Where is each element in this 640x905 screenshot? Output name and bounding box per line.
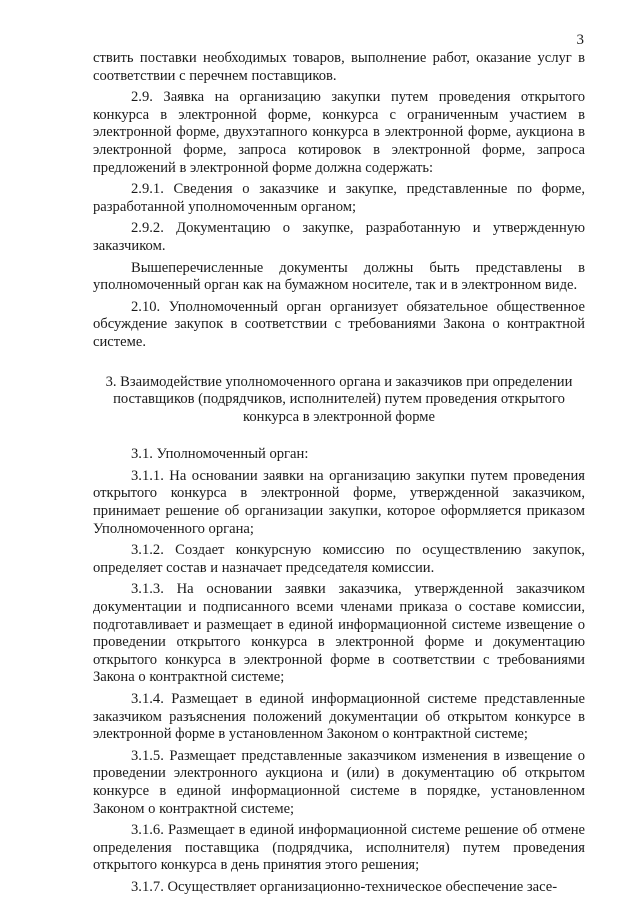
- paragraph: 3.1.1. На основании заявки на организацию закупки путем проведения открытого конкурса в электронной форме, утвержденной заказчиком, принимает решение об организации закупки, которое оформляется приказом Уполномоченного органа;: [93, 467, 585, 537]
- paragraph: 2.9.2. Документацию о закупке, разработанную и утвержденную заказчиком.: [93, 220, 585, 254]
- paragraph: ствить поставки необходимых товаров, выполнение работ, оказание услуг в соответствии с перечнем поставщиков.: [93, 50, 585, 84]
- paragraph: 3.1.5. Размещает представленные заказчиком изменения в извещение о проведении электронного аукциона и (или) в документацию об открытом конкурсе в единой информационной системе в порядке, установленном Законом о контрактной системе;: [93, 747, 585, 817]
- paragraph: 2.10. Уполномоченный орган организует обязательное общественное обсуждение закупок в соответствии с требованиями Закона о контрактной системе.: [93, 298, 585, 350]
- paragraph: 3.1.4. Размещает в единой информационной системе представленные заказчиком разъяснения положений документации об открытом конкурсе в электронной форме в установленном Законом о контрактной системе;: [93, 691, 585, 743]
- document-body: [93, 50, 585, 901]
- paragraph: 3.1.7. Осуществляет организационно-техническое обеспечение засе-: [131, 878, 558, 895]
- paragraph: 3.1.6. Размещает в единой информационной системе решение об отмене определения поставщика (подрядчика, исполнителя) путем проведения открытого конкурса в день принятия этого решения;: [93, 822, 585, 874]
- paragraph: Вышеперечисленные документы должны быть представлены в уполномоченный орган как на бумажном носителе, так и в электронном виде.: [93, 259, 585, 294]
- page-number: 3: [576, 32, 584, 48]
- paragraph: 3.1. Уполномоченный орган:: [131, 446, 309, 463]
- paragraph: 2.9.1. Сведения о заказчике и закупке, представленные по форме, разработанной уполномоченным органом;: [93, 181, 585, 215]
- section-heading: 3. Взаимодействие уполномоченного органа и заказчиков при определении поставщиков (подрядчиков, исполнителей) путем проведения открытого конкурса в электронной форме: [105, 373, 573, 425]
- paragraph: 3.1.2. Создает конкурсную комиссию по осуществлению закупок, определяет состав и назначает председателя комиссии.: [93, 542, 585, 576]
- paragraph: 3.1.3. На основании заявки заказчика, утвержденной заказчиком документации и подписанного всеми членами приказа о составе комиссии, подготавливает и размещает в единой информационной системе извещение о проведении открытого конкурса в электронной форме и документацию открытого конкурса в электронной форме в соответствии с требованиями Закона о контрактной системе;: [93, 581, 585, 686]
- paragraph: 2.9. Заявка на организацию закупки путем проведения открытого конкурса в электронной форме, конкурса с ограниченным участием в электронной форме, двухэтапного конкурса в электронной форме, аукциона в электронной форме, запроса котировок в электронной форме, запроса предложений в электронной форме должна содержать:: [93, 89, 585, 176]
